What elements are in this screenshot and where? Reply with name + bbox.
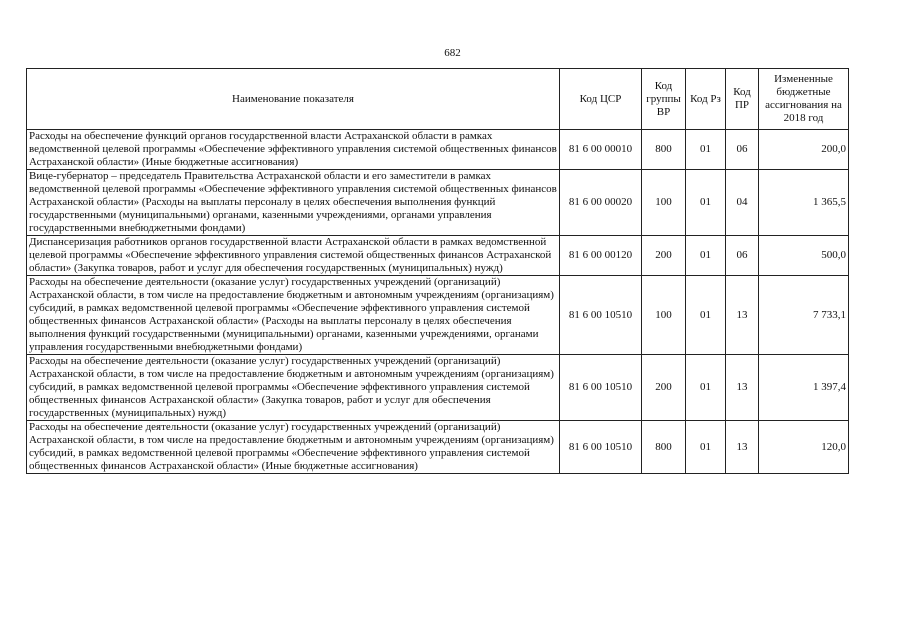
row-name: Расходы на обеспечение деятельности (оказание услуг) государственных учреждений (организаций) Астраханской области, в том числе на предоставление бюджетным и автономным учреждениям (организациям) субсидий, в рамках ведомственной целевой программы «Обеспечение эффективного управления системой общественных финансов Астраханской области» (Закупка товаров, работ и услуг для обеспечения государственных (муниципальных) нужд) bbox=[27, 355, 560, 421]
row-vr: 800 bbox=[642, 421, 686, 474]
row-sum: 500,0 bbox=[759, 236, 849, 276]
row-vr: 100 bbox=[642, 170, 686, 236]
row-csr: 81 6 00 10510 bbox=[560, 355, 642, 421]
row-name: Расходы на обеспечение деятельности (оказание услуг) государственных учреждений (организаций) Астраханской области, в том числе на предоставление бюджетным и автономным учреждениям (организациям) субсидий, в рамках ведомственной целевой программы «Обеспечение эффективного управления системой общественных финансов Астраханской области» (Иные бюджетные ассигнования) bbox=[27, 421, 560, 474]
row-sum: 7 733,1 bbox=[759, 276, 849, 355]
row-sum: 200,0 bbox=[759, 130, 849, 170]
row-rz: 01 bbox=[686, 276, 726, 355]
row-name: Расходы на обеспечение функций органов государственной власти Астраханской области в рамках ведомственной целевой программы «Обеспечение эффективного управления системой общественных финансов Астраханской области» (Иные бюджетные ассигнования) bbox=[27, 130, 560, 170]
row-sum: 1 365,5 bbox=[759, 170, 849, 236]
table-row bbox=[27, 421, 849, 474]
header-csr: Код ЦСР bbox=[560, 69, 642, 130]
header-name: Наименование показателя bbox=[27, 69, 560, 130]
row-rz: 01 bbox=[686, 130, 726, 170]
row-vr: 800 bbox=[642, 130, 686, 170]
row-csr: 81 6 00 00010 bbox=[560, 130, 642, 170]
row-rz: 01 bbox=[686, 355, 726, 421]
row-rz: 01 bbox=[686, 170, 726, 236]
row-rz: 01 bbox=[686, 236, 726, 276]
row-csr: 81 6 00 10510 bbox=[560, 276, 642, 355]
budget-table bbox=[26, 68, 849, 474]
row-pr: 06 bbox=[726, 130, 759, 170]
table-row bbox=[27, 276, 849, 355]
row-sum: 1 397,4 bbox=[759, 355, 849, 421]
row-sum: 120,0 bbox=[759, 421, 849, 474]
row-name: Вице-губернатор – председатель Правительства Астраханской области и его заместители в рамках ведомственной целевой программы «Обеспечение эффективного управления системой общественных финансов Астраханской области» (Расходы на выплаты персоналу в целях обеспечения выполнения функций государственными (муниципальными) органами, казенными учреждениями, органами управления государственными внебюджетными фондами) bbox=[27, 170, 560, 236]
row-vr: 100 bbox=[642, 276, 686, 355]
table-row bbox=[27, 170, 849, 236]
row-pr: 06 bbox=[726, 236, 759, 276]
table-row bbox=[27, 355, 849, 421]
row-rz: 01 bbox=[686, 421, 726, 474]
page-number: 682 bbox=[444, 47, 461, 59]
row-name: Диспансеризация работников органов государственной власти Астраханской области в рамках ведомственной целевой программы «Обеспечение эффективного управления системой общественных финансов Астраханской области» (Закупка товаров, работ и услуг для обеспечения государственных (муниципальных) нужд) bbox=[27, 236, 560, 276]
header-pr: Код ПР bbox=[726, 69, 759, 130]
row-csr: 81 6 00 00020 bbox=[560, 170, 642, 236]
row-pr: 04 bbox=[726, 170, 759, 236]
header-rz: Код Рз bbox=[686, 69, 726, 130]
row-name: Расходы на обеспечение деятельности (оказание услуг) государственных учреждений (организаций) Астраханской области, в том числе на предоставление бюджетным и автономным учреждениям (организациям) субсидий, в рамках ведомственной целевой программы «Обеспечение эффективного управления системой общественных финансов Астраханской области» (Расходы на выплаты персоналу в целях обеспечения выполнения функций государственными (муниципальными) органами, казенными учреждениями, органами управления государственными внебюджетными фондами) bbox=[27, 276, 560, 355]
header-sum: Измененные бюджетные ассигнования на 2018 год bbox=[759, 69, 849, 130]
table-header-row bbox=[27, 69, 849, 130]
row-csr: 81 6 00 00120 bbox=[560, 236, 642, 276]
row-pr: 13 bbox=[726, 421, 759, 474]
row-vr: 200 bbox=[642, 355, 686, 421]
row-pr: 13 bbox=[726, 355, 759, 421]
row-pr: 13 bbox=[726, 276, 759, 355]
table-row bbox=[27, 236, 849, 276]
header-vr: Код группы ВР bbox=[642, 69, 686, 130]
row-vr: 200 bbox=[642, 236, 686, 276]
row-csr: 81 6 00 10510 bbox=[560, 421, 642, 474]
table-row bbox=[27, 130, 849, 170]
